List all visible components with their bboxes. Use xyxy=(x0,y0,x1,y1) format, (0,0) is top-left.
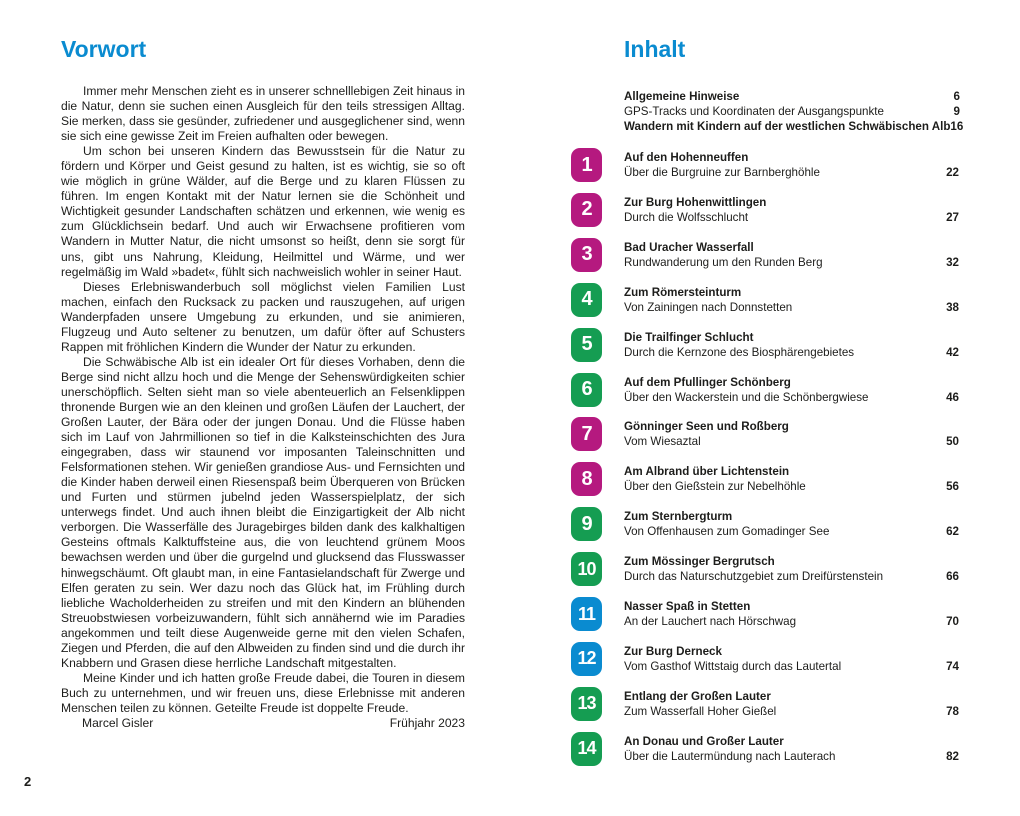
tour-number-badge: 5 xyxy=(571,328,602,362)
tour-entry-6[interactable] xyxy=(571,373,959,409)
tour-title: Am Albrand über Lichtenstein xyxy=(624,465,790,479)
foreword-paragraph: Die Schwäbische Alb ist ein idealer Ort für dieses Vorhaben, denn die Berge sind nicht allzu hoch und die Menge der Sehenswürdigkeiten schier unerschöpflich. Selten sieht man so viele abenteuerlich an Felsenklippen thronende Burgen wie an den kleinen und großen Läufen der Lauchert, der Großen Lauter, der Bära oder der jungen Donau. Und die Flüsse haben sich im Lauf von Jahrmillionen so tief in die Kalksteinschichten des Jura eingegraben, dass wir staunend vor imposanten Taleinschnitten und Felsformationen stehen. Wir genießen grandiose Aus- und Fernsichten und die Kinder haben derweil einen Riesenspaß beim Überqueren von Brücken und Furten und stürmen jubelnd jeden Wasserspielplatz, der sich unterwegs findet. Und auch ihnen bleibt die Einzigartigkeit der Alb nicht verborgen. Die Wasserfälle des Juragebirges bilden dank des kalkhaltigen Gesteins oftmals Kalktuffsteine aus, die von leuchtend grünem Moos bewachsen werden und über die gurgelnd und glucksend das Flusswasser hinwegschäumt. Oft glaubt man, in eine Fantasielandschaft für Zwerge und Elfen geraten zu sein. Wer dazu noch das Glück hat, im Frühling durch liebliche Wacholderheiden zu streifen und mit den Kindern an blühenden Streuobstwiesen vorbeizuwandern, fühlt sich annähernd wie im Paradies angekommen und teilt diese Augenweide gerne mit den vielen Schafen, Ziegen und Pferden, die auf den Albweiden zu finden sind und die durch ihr Knabbern und Grasen diese herrliche Landschaft mitgestalten. xyxy=(61,354,465,670)
foreword-paragraph: Meine Kinder und ich hatten große Freude dabei, die Touren in diesem Buch zu unternehmen, und wir freuen uns, diese Erlebnisse mit anderen Menschen teilen zu können. Geteilte Freude ist doppelte Freude. xyxy=(61,670,465,715)
tour-title: Auf den Hohenneuffen xyxy=(624,151,749,164)
toc-entry-label: GPS-Tracks und Koordinaten der Ausgangspunkte xyxy=(624,105,884,118)
tour-subtitle: Durch die Kernzone des Biosphärengebietes xyxy=(624,345,855,359)
tour-page-number: 32 xyxy=(946,255,959,269)
tour-subtitle: Über den Wackerstein und die Schönbergwiese xyxy=(624,390,869,404)
tour-number-badge: 11 xyxy=(571,597,602,631)
tour-title: Die Trailfinger Schlucht xyxy=(624,330,754,344)
tour-number-badge: 12 xyxy=(571,642,602,676)
tour-page-number: 74 xyxy=(946,659,959,673)
tour-number-badge: 8 xyxy=(571,462,602,496)
tour-title: Zum Römersteinturm xyxy=(624,285,742,299)
tour-number-badge: 13 xyxy=(571,687,602,721)
tour-number-badge: 14 xyxy=(571,732,602,766)
toc-entry-page: 16 xyxy=(950,120,964,133)
tour-entry-10[interactable] xyxy=(571,552,959,588)
tour-page-number: 22 xyxy=(946,166,959,179)
toc-general-entry[interactable] xyxy=(624,89,960,104)
foreword-paragraph: Um schon bei unseren Kindern das Bewusstsein für die Natur zu fördern und Körper und Geist gesund zu halten, ist es wichtig, sie so oft wie möglich in grüne Wälder, auf die Berge und zu klaren Flüssen zu führen. Im engen Kontakt mit der Natur lernen sie die Schönheit und Wichtigkeit gesunder Landschaften schätzen und erkennen, wie wenig es zum Glücklichsein bedarf. Und auch wir Erwachsene profitieren vom Wandern in Mutter Natur, die nicht umsonst so heißt, denn sie sorgt für uns, gibt uns Nahrung, Kleidung, Heilmittel und Wärme, und wer regelmäßig im Wald »badet«, fühlt sich nachweislich wohler in seiner Haut. xyxy=(61,144,465,279)
tour-title: Zum Sternbergturm xyxy=(624,510,733,524)
toc-entry-label: Allgemeine Hinweise xyxy=(624,90,740,103)
tour-subtitle: Über die Burgruine zur Barnberghöhle xyxy=(624,166,820,179)
tour-entry-11[interactable] xyxy=(571,597,959,633)
tour-title: Bad Uracher Wasserfall xyxy=(624,240,754,254)
tour-number-badge: 7 xyxy=(571,417,602,451)
tour-entry-2[interactable] xyxy=(571,193,959,229)
toc-general-entry[interactable] xyxy=(624,104,960,119)
tour-page-number: 38 xyxy=(946,300,959,314)
tour-title: Entlang der Großen Lauter xyxy=(624,689,771,703)
tour-page-number: 42 xyxy=(946,345,959,359)
tour-page-number: 66 xyxy=(946,570,959,584)
tour-page-number: 46 xyxy=(946,390,959,404)
tour-number-badge: 2 xyxy=(571,193,602,227)
tour-number-badge: 4 xyxy=(571,283,602,317)
tour-subtitle: Zum Wasserfall Hoher Gießel xyxy=(624,704,777,718)
tour-entry-7[interactable] xyxy=(571,417,959,453)
tour-subtitle: Von Offenhausen zum Gomadinger See xyxy=(624,525,830,539)
tour-title: Zur Burg Hohenwittlingen xyxy=(624,195,767,209)
tour-page-number: 70 xyxy=(946,615,959,628)
tour-entry-12[interactable] xyxy=(571,642,959,678)
tour-title: Auf dem Pfullinger Schönberg xyxy=(624,375,791,389)
tour-page-number: 82 xyxy=(946,749,959,763)
tour-entry-8[interactable] xyxy=(571,462,959,498)
tour-number-badge: 3 xyxy=(571,238,602,272)
tour-number-badge: 9 xyxy=(571,507,602,541)
foreword-heading: Vorwort xyxy=(61,36,147,62)
toc-entry-page: 6 xyxy=(953,90,960,103)
foreword-paragraph: Dieses Erlebniswanderbuch soll möglichst vielen Familien Lust machen, einfach den Rucksack zu packen und rauszugehen, auf urigen Wanderpfaden unsere Umgebung zu erkunden, und sie animieren, Flugzeug und Auto seltener zu benutzen, um dafür öfter auf Schusters Rappen mit fröhlichen Kindern die Wunder der Natur zu erkunden. xyxy=(61,279,465,354)
tour-title: Nasser Spaß in Stetten xyxy=(624,600,751,613)
tour-number-badge: 6 xyxy=(571,373,602,407)
tour-entry-14[interactable] xyxy=(571,732,959,768)
tour-page-number: 78 xyxy=(946,704,959,718)
tour-subtitle: An der Lauchert nach Hörschwag xyxy=(624,615,797,628)
tour-entry-1[interactable] xyxy=(571,148,959,184)
tour-title: Zum Mössinger Bergrutsch xyxy=(624,555,775,569)
tour-entry-13[interactable] xyxy=(571,687,959,723)
tour-subtitle: Vom Wiesaztal xyxy=(624,435,701,449)
tour-page-number: 62 xyxy=(946,525,959,539)
tour-subtitle: Vom Gasthof Wittstaig durch das Lautertal xyxy=(624,659,842,673)
tour-title: Gönninger Seen und Roßberg xyxy=(624,420,789,434)
contents-heading: Inhalt xyxy=(624,36,686,62)
toc-entry-label: Wandern mit Kindern auf der westlichen Schwäbischen Alb xyxy=(624,120,951,133)
tour-subtitle: Von Zainingen nach Donnstetten xyxy=(624,300,793,314)
tour-subtitle: Über die Lautermündung nach Lauterach xyxy=(624,749,836,763)
author-name: Marcel Gisler xyxy=(82,716,154,730)
tour-subtitle: Rundwanderung um den Runden Berg xyxy=(624,255,823,269)
right-page xyxy=(510,0,1020,816)
toc-general-entry[interactable] xyxy=(624,119,964,134)
page-number: 2 xyxy=(24,774,32,789)
tour-subtitle: Durch die Wolfsschlucht xyxy=(624,210,749,224)
tour-subtitle: Über den Gießstein zur Nebelhöhle xyxy=(624,480,806,494)
tour-page-number: 56 xyxy=(946,480,959,494)
tour-page-number: 27 xyxy=(946,210,959,224)
tour-entry-5[interactable] xyxy=(571,328,959,364)
tour-title: An Donau und Großer Lauter xyxy=(624,734,784,748)
tour-entry-4[interactable] xyxy=(571,283,959,319)
tour-entry-9[interactable] xyxy=(571,507,959,543)
tour-title: Zur Burg Derneck xyxy=(624,644,722,658)
foreword-date: Frühjahr 2023 xyxy=(389,716,465,730)
tour-number-badge: 1 xyxy=(571,148,602,182)
toc-general-section xyxy=(624,89,964,134)
tour-entry-3[interactable] xyxy=(571,238,959,274)
tour-page-number: 50 xyxy=(946,435,959,449)
tour-number-badge: 10 xyxy=(571,552,602,586)
foreword-text xyxy=(61,84,465,716)
toc-entry-page: 9 xyxy=(953,105,960,118)
foreword-paragraph: Immer mehr Menschen zieht es in unserer schnelllebigen Zeit hinaus in die Natur, denn sie suchen einen Ausgleich für den teils stressigen Alltag. Sie merken, dass sie gesünder, zufriedener und ausgeglichener sind, wenn sie sich eine gewisse Zeit im Freien aufhalten oder bewegen. xyxy=(61,84,465,144)
signature-line xyxy=(82,716,465,730)
tour-subtitle: Durch das Naturschutzgebiet zum Dreifürstenstein xyxy=(624,570,884,584)
